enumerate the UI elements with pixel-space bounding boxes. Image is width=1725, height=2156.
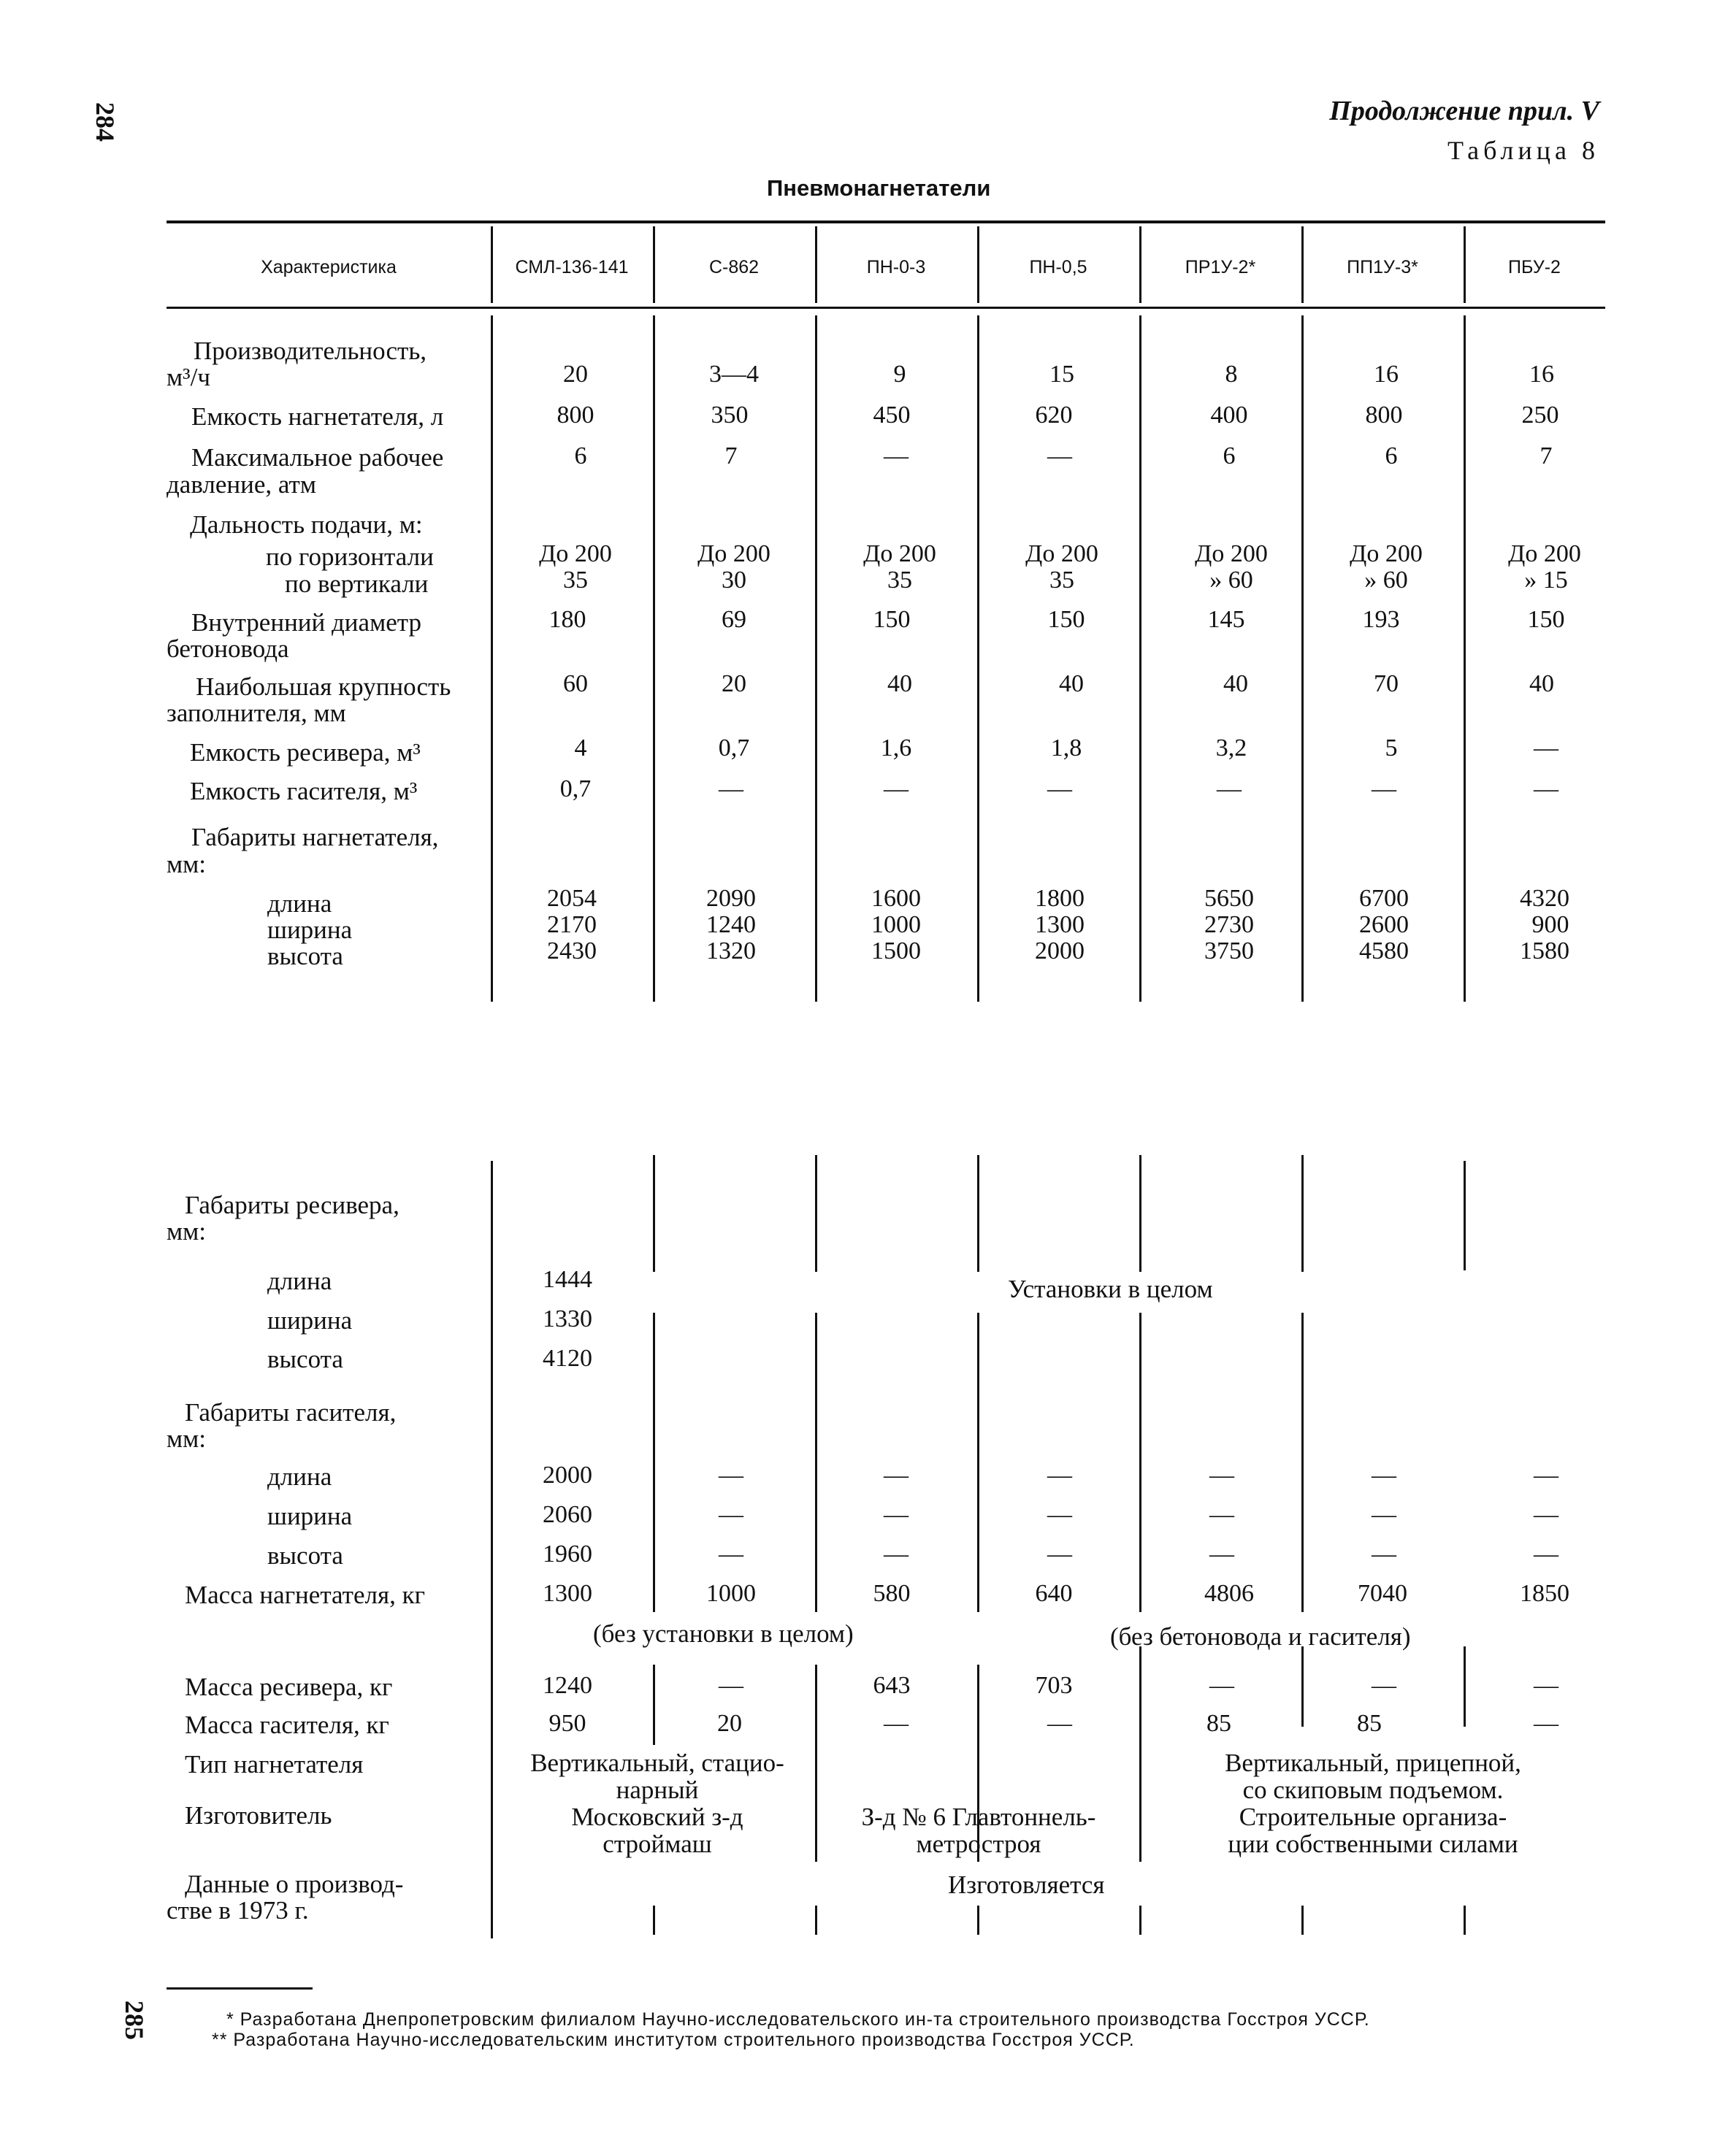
cell: 950 (548, 1710, 586, 1737)
row-label: Максимальное рабочее (191, 443, 444, 472)
column-divider (1139, 1313, 1141, 1612)
span-no-unit: (без установки в целом) (593, 1619, 854, 1648)
cell: 20 (563, 361, 588, 388)
column-divider (653, 1155, 655, 1272)
cell: 0,7 (718, 734, 750, 761)
cell: 1300 (1035, 911, 1085, 938)
cell: 5650 (1204, 885, 1254, 912)
row-label: Масса гасителя, кг (185, 1711, 389, 1739)
cell: 1240 (706, 911, 756, 938)
column-divider (1139, 1906, 1141, 1935)
cell: 1000 (706, 1580, 756, 1607)
span-maker-b (818, 1803, 1139, 1857)
cell: — (1047, 1462, 1072, 1489)
cell: 643 (873, 1672, 911, 1699)
cell: — (1372, 775, 1396, 802)
cell: 60 (563, 670, 588, 697)
cell: — (719, 1462, 743, 1489)
cell: 35 (563, 567, 588, 594)
cell: 2600 (1359, 911, 1409, 938)
cell: 250 (1521, 402, 1559, 429)
row-label: Изготовитель (185, 1801, 332, 1830)
cell: 1330 (543, 1305, 592, 1332)
row-label: ширина (267, 1306, 353, 1335)
cell: 800 (556, 402, 594, 429)
cell: — (1047, 775, 1072, 802)
row-label: высота (267, 1345, 343, 1373)
row-label: Дальность подачи, м: (190, 510, 423, 539)
span-maker-a (497, 1803, 818, 1857)
page-number-bottom: 285 (120, 2000, 149, 2040)
cell: До 200 (1508, 540, 1581, 567)
cell: — (884, 1501, 909, 1528)
row-label: Габариты ресивера, (185, 1191, 399, 1219)
span-type-a (497, 1749, 818, 1803)
cell: 2430 (547, 937, 597, 964)
row-label: длина (267, 889, 332, 918)
row-label: Габариты нагнетателя, (191, 823, 439, 851)
column-header: ПН-0,5 (1029, 257, 1087, 277)
cell: 9 (893, 361, 906, 388)
column-header: СМЛ-136-141 (515, 257, 629, 277)
cell: 16 (1374, 361, 1399, 388)
span-line: строймаш (603, 1830, 712, 1858)
row-label: Масса нагнетателя, кг (185, 1581, 425, 1609)
cell: 70 (1374, 670, 1399, 697)
cell: — (1372, 1462, 1396, 1489)
cell: — (1217, 775, 1242, 802)
cell: 35 (1049, 567, 1074, 594)
cell: — (1209, 1541, 1234, 1568)
span-line: Вертикальный, прицепной, (1225, 1749, 1521, 1777)
cell: — (1534, 1462, 1558, 1489)
cell: » 15 (1524, 567, 1568, 594)
column-header: ПР1У-2* (1185, 257, 1256, 277)
row-label: заполнителя, мм (167, 699, 346, 727)
row-label: Емкость гасителя, м³ (190, 777, 418, 805)
cell: 6 (1385, 442, 1398, 469)
column-divider (815, 1313, 817, 1612)
cell: 2170 (547, 911, 597, 938)
span-type-b (1139, 1749, 1607, 1803)
cell: 4120 (543, 1345, 592, 1372)
cell: — (884, 442, 909, 469)
cell: — (719, 1672, 743, 1699)
cell: 450 (873, 402, 911, 429)
row-label: Емкость ресивера, м³ (190, 738, 421, 767)
cell: 3750 (1204, 937, 1254, 964)
span-line: метростроя (916, 1830, 1041, 1858)
cell: 85 (1206, 1710, 1231, 1737)
span-line: Строительные организа- (1239, 1803, 1507, 1831)
cell: — (719, 1501, 743, 1528)
cell: — (1534, 1672, 1558, 1699)
cell: До 200 (1195, 540, 1268, 567)
column-header: Характеристика (261, 257, 397, 277)
row-label: Наибольшая крупность (196, 672, 451, 701)
page-number-top: 284 (91, 102, 120, 142)
cell: — (1209, 1672, 1234, 1699)
cell: — (1534, 734, 1558, 761)
cell: 3,2 (1215, 734, 1247, 761)
cell: 30 (722, 567, 746, 594)
span-line: Вертикальный, стацио- (530, 1749, 784, 1777)
row-label: Тип нагнетателя (185, 1750, 364, 1779)
cell: — (719, 1541, 743, 1568)
cell: — (884, 1541, 909, 1568)
cell: » 60 (1209, 567, 1253, 594)
cell: — (1534, 775, 1558, 802)
row-label: бетоновода (167, 634, 289, 663)
cell: 4580 (1359, 937, 1409, 964)
cell: — (1209, 1462, 1234, 1489)
cell: 40 (1059, 670, 1084, 697)
cell: До 200 (1025, 540, 1098, 567)
cell: — (1047, 1501, 1072, 1528)
row-label: высота (267, 942, 343, 970)
cell: » 60 (1364, 567, 1408, 594)
cell: 5 (1385, 734, 1398, 761)
cell: 7040 (1358, 1580, 1407, 1607)
row-label: длина (267, 1267, 332, 1295)
column-divider (491, 315, 493, 1002)
cell: 1444 (543, 1266, 592, 1293)
cell: 640 (1035, 1580, 1073, 1607)
cell: 620 (1035, 402, 1073, 429)
row-label: по горизонтали (266, 542, 434, 571)
cell: 3—4 (709, 361, 759, 388)
table-number: Таблица 8 (1447, 136, 1599, 165)
cell: 150 (873, 606, 911, 633)
row-label: длина (267, 1462, 332, 1491)
cell: 1850 (1520, 1580, 1569, 1607)
cell: 2054 (547, 885, 597, 912)
cell: 69 (722, 606, 746, 633)
row-label: Производительность, (194, 337, 427, 365)
cell: 40 (1529, 670, 1554, 697)
cell: 150 (1047, 606, 1085, 633)
footnote: * Разработана Днепропетровским филиалом Научно-исследовательского ин-та строительного производства Госстроя УССР. (226, 2009, 1370, 2030)
cell: — (1209, 1501, 1234, 1528)
cell: — (1534, 1710, 1558, 1737)
cell: — (1047, 1710, 1072, 1737)
cell: 7 (1540, 442, 1553, 469)
cell: — (1534, 1541, 1558, 1568)
cell: 580 (873, 1580, 911, 1607)
cell: — (1372, 1672, 1396, 1699)
cell: — (1047, 442, 1072, 469)
row-label: Внутренний диаметр (191, 608, 421, 637)
column-divider (1464, 1906, 1466, 1935)
cell: 1320 (706, 937, 756, 964)
table-header-rule (167, 307, 1605, 309)
cell: До 200 (539, 540, 612, 567)
cell: — (1372, 1501, 1396, 1528)
row-label: мм: (167, 1424, 207, 1453)
footnote-rule (167, 1987, 313, 1990)
cell: До 200 (697, 540, 770, 567)
column-divider (1139, 1155, 1141, 1272)
cell: — (1372, 1541, 1396, 1568)
row-label: мм: (167, 1217, 207, 1246)
cell: 4806 (1204, 1580, 1254, 1607)
cell: — (884, 1462, 909, 1489)
column-divider (1464, 1161, 1466, 1270)
cell: 4 (574, 734, 587, 761)
row-label: высота (267, 1541, 343, 1570)
cell: 350 (711, 402, 749, 429)
cell: — (1534, 1501, 1558, 1528)
cell: 2000 (543, 1462, 592, 1489)
column-header: ПН-0-3 (866, 257, 926, 277)
cell: 15 (1049, 361, 1074, 388)
cell: 40 (1223, 670, 1248, 697)
row-label: Габариты гасителя, (185, 1398, 397, 1427)
cell: 1600 (871, 885, 921, 912)
column-divider (977, 1906, 979, 1935)
cell: 2730 (1204, 911, 1254, 938)
cell: 6 (1223, 442, 1236, 469)
span-whole-unit: Установки в целом (1008, 1275, 1213, 1303)
row-label: Масса ресивера, кг (185, 1673, 393, 1701)
cell: 6 (574, 442, 587, 469)
continuation-label: Продолжение прил. V (1329, 96, 1599, 126)
row-label: давление, атм (167, 470, 316, 499)
column-divider (815, 1155, 817, 1272)
column-divider (815, 1906, 817, 1935)
cell: 7 (724, 442, 738, 469)
table-top-rule (167, 220, 1605, 223)
column-divider (1301, 1906, 1304, 1935)
cell: — (1047, 1541, 1072, 1568)
span-maker-c (1139, 1803, 1607, 1857)
row-label: м³/ч (167, 363, 210, 391)
cell: 145 (1207, 606, 1245, 633)
cell: 1,6 (880, 734, 912, 761)
cell: 2060 (543, 1501, 592, 1528)
column-divider (1139, 315, 1141, 1002)
cell: 150 (1527, 606, 1565, 633)
cell: 1500 (871, 937, 921, 964)
column-divider (1301, 1313, 1304, 1612)
cell: 20 (717, 1710, 742, 1737)
cell: 1,8 (1050, 734, 1082, 761)
column-divider (1464, 1646, 1466, 1727)
column-header: ПП1У-3* (1347, 257, 1418, 277)
column-header: ПБУ-2 (1508, 257, 1561, 277)
cell: 16 (1529, 361, 1554, 388)
cell: 0,7 (559, 775, 592, 802)
column-divider (653, 1906, 655, 1935)
cell: 8 (1225, 361, 1238, 388)
cell: 1240 (543, 1672, 592, 1699)
cell: 85 (1357, 1710, 1382, 1737)
span-line: ции собственными силами (1228, 1830, 1518, 1858)
cell: 900 (1531, 911, 1569, 938)
cell: 35 (887, 567, 912, 594)
footnote: ** Разработана Научно-исследовательским институтом строительного производства Госстроя УССР. (212, 2030, 1135, 2050)
cell: — (884, 775, 909, 802)
cell: 703 (1035, 1672, 1073, 1699)
column-divider (977, 1313, 979, 1612)
cell: 1300 (543, 1580, 592, 1607)
column-divider (1301, 1155, 1304, 1272)
span-line: со скиповым подъемом. (1242, 1776, 1504, 1804)
row-label: ширина (267, 916, 353, 944)
cell: 193 (1362, 606, 1400, 633)
span-line: З-д № 6 Главтоннель- (861, 1803, 1096, 1831)
cell: 1580 (1520, 937, 1569, 964)
cell: 180 (548, 606, 586, 633)
cell: — (719, 775, 743, 802)
cell: 1960 (543, 1541, 592, 1568)
row-label: мм: (167, 850, 207, 878)
cell: 2000 (1035, 937, 1085, 964)
span-no-pipe: (без бетоновода и гасителя) (1110, 1622, 1411, 1651)
row-label: стве в 1973 г. (167, 1896, 309, 1925)
row-label: ширина (267, 1502, 353, 1530)
cell: 4320 (1520, 885, 1569, 912)
cell: 40 (887, 670, 912, 697)
column-header: С-862 (708, 257, 760, 277)
table-title: Пневмонагнетатели (767, 175, 991, 201)
span-line: нарный (616, 1776, 699, 1804)
row-label: Емкость нагнетателя, л (191, 402, 444, 431)
cell: 6700 (1359, 885, 1409, 912)
cell: 400 (1210, 402, 1248, 429)
cell: 800 (1365, 402, 1403, 429)
cell: — (884, 1710, 909, 1737)
row-label: Данные о производ- (185, 1870, 404, 1898)
cell: 1000 (871, 911, 921, 938)
row-label: по вертикали (285, 569, 429, 598)
cell: 2090 (706, 885, 756, 912)
cell: До 200 (863, 540, 936, 567)
cell: До 200 (1350, 540, 1423, 567)
cell: 1800 (1035, 885, 1085, 912)
cell: 20 (722, 670, 746, 697)
span-line: Московский з-д (571, 1803, 743, 1831)
column-divider (977, 1155, 979, 1272)
span-manufactured: Изготовляется (948, 1871, 1105, 1899)
